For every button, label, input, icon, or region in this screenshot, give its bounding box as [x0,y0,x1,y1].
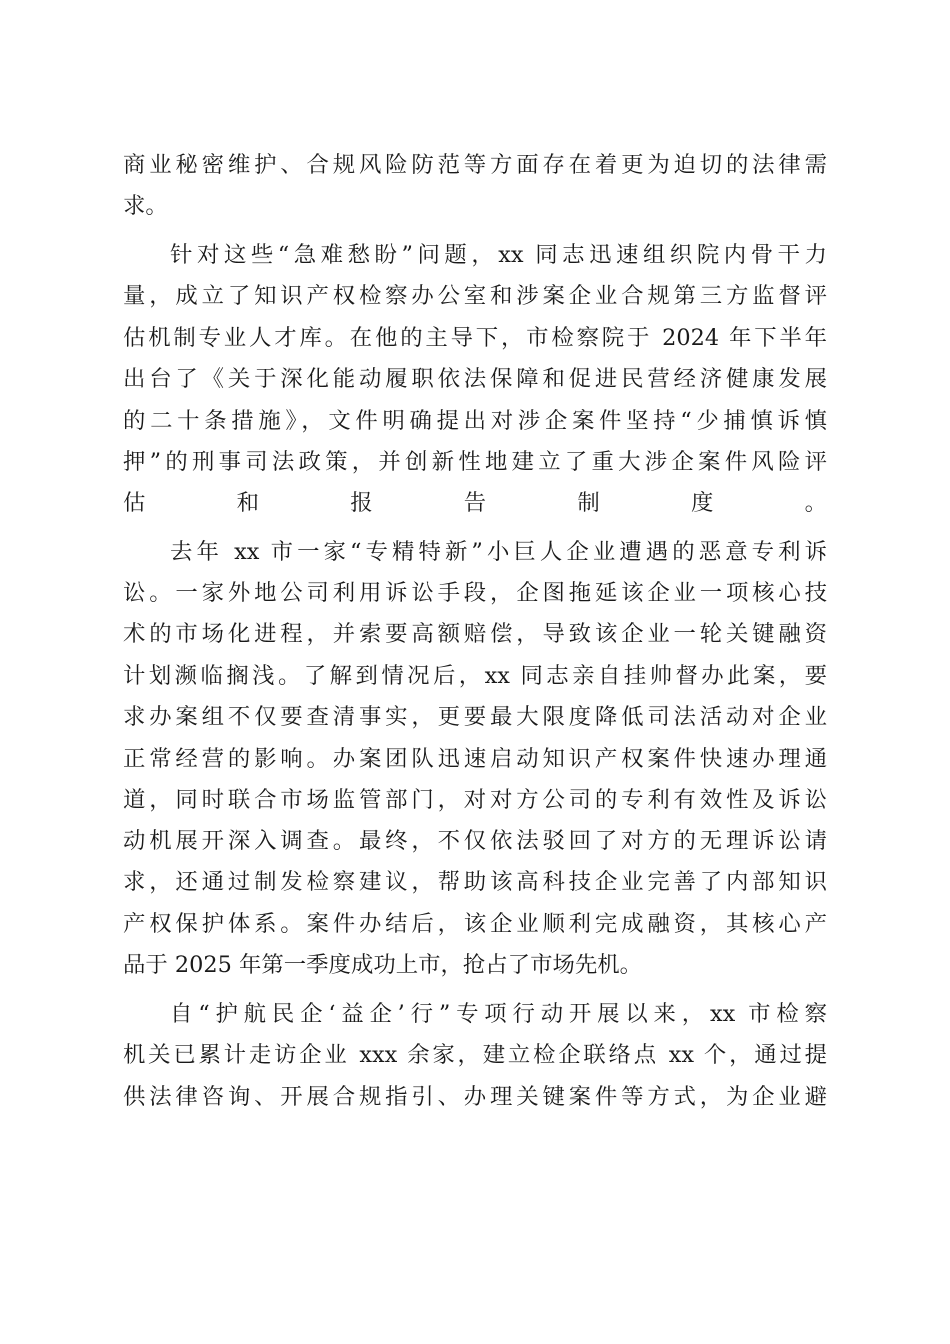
text-line: 针对这些“急难愁盼”问题，xx 同志迅速组织院内骨干力 [170,242,827,268]
text-line: 产权保护体系。案件办结后，该企业顺利完成融资，其核心产 [123,911,827,937]
text-line: 去年 xx 市一家“专精特新”小巨人企业遭遇的恶意专利诉 [170,539,827,565]
text-line: 商业秘密维护、合规风险防范等方面存在着更为迫切的法律需 [123,152,827,178]
text-line: 出台了《关于深化能动履职依法保障和促进民营经济健康发展 [123,366,827,392]
text-line: 品于 2025 年第一季度成功上市，抢占了市场先机。 [123,952,643,978]
text-line: 求，还通过制发检察建议，帮助该高科技企业完善了内部知识 [123,869,827,895]
text-line: 求办案组不仅要查清事实，更要最大限度降低司法活动对企业 [123,704,827,730]
text-line: 供法律咨询、开展合规指引、办理关键案件等方式，为企业避 [123,1084,827,1110]
text-line: 动机展开深入调查。最终，不仅依法驳回了对方的无理诉讼请 [123,828,827,854]
text-line: 机关已累计走访企业 xxx 余家，建立检企联络点 xx 个，通过提 [123,1042,827,1068]
text-line: 估机制专业人才库。在他的主导下，市检察院于 2024 年下半年 [123,325,827,351]
text-line: 押”的刑事司法政策，并创新性地建立了重大涉企案件风险评 [123,449,827,475]
text-line: 术的市场化进程，并索要高额赔偿，导致该企业一轮关键融资 [123,621,827,647]
text-line: 求。 [123,193,168,219]
text-line: 正常经营的影响。办案团队迅速启动知识产权案件快速办理通 [123,746,827,772]
text-line: 讼。一家外地公司利用诉讼手段，企图拖延该企业一项核心技 [123,580,827,606]
text-line: 道，同时联合市场监管部门，对对方公司的专利有效性及诉讼 [123,787,827,813]
text-line: 的二十条措施》，文件明确提出对涉企案件坚持“少捕慎诉慎 [123,408,827,434]
text-line: 计划濒临搁浅。了解到情况后，xx 同志亲自挂帅督办此案，要 [123,663,827,689]
text-line: 自“护航民企‘益企’行”专项行动开展以来，xx 市检察 [170,1001,827,1027]
text-line: 量，成立了知识产权检察办公室和涉案企业合规第三方监督评 [123,283,827,309]
text-line: 估和报告制度。 [123,490,827,516]
